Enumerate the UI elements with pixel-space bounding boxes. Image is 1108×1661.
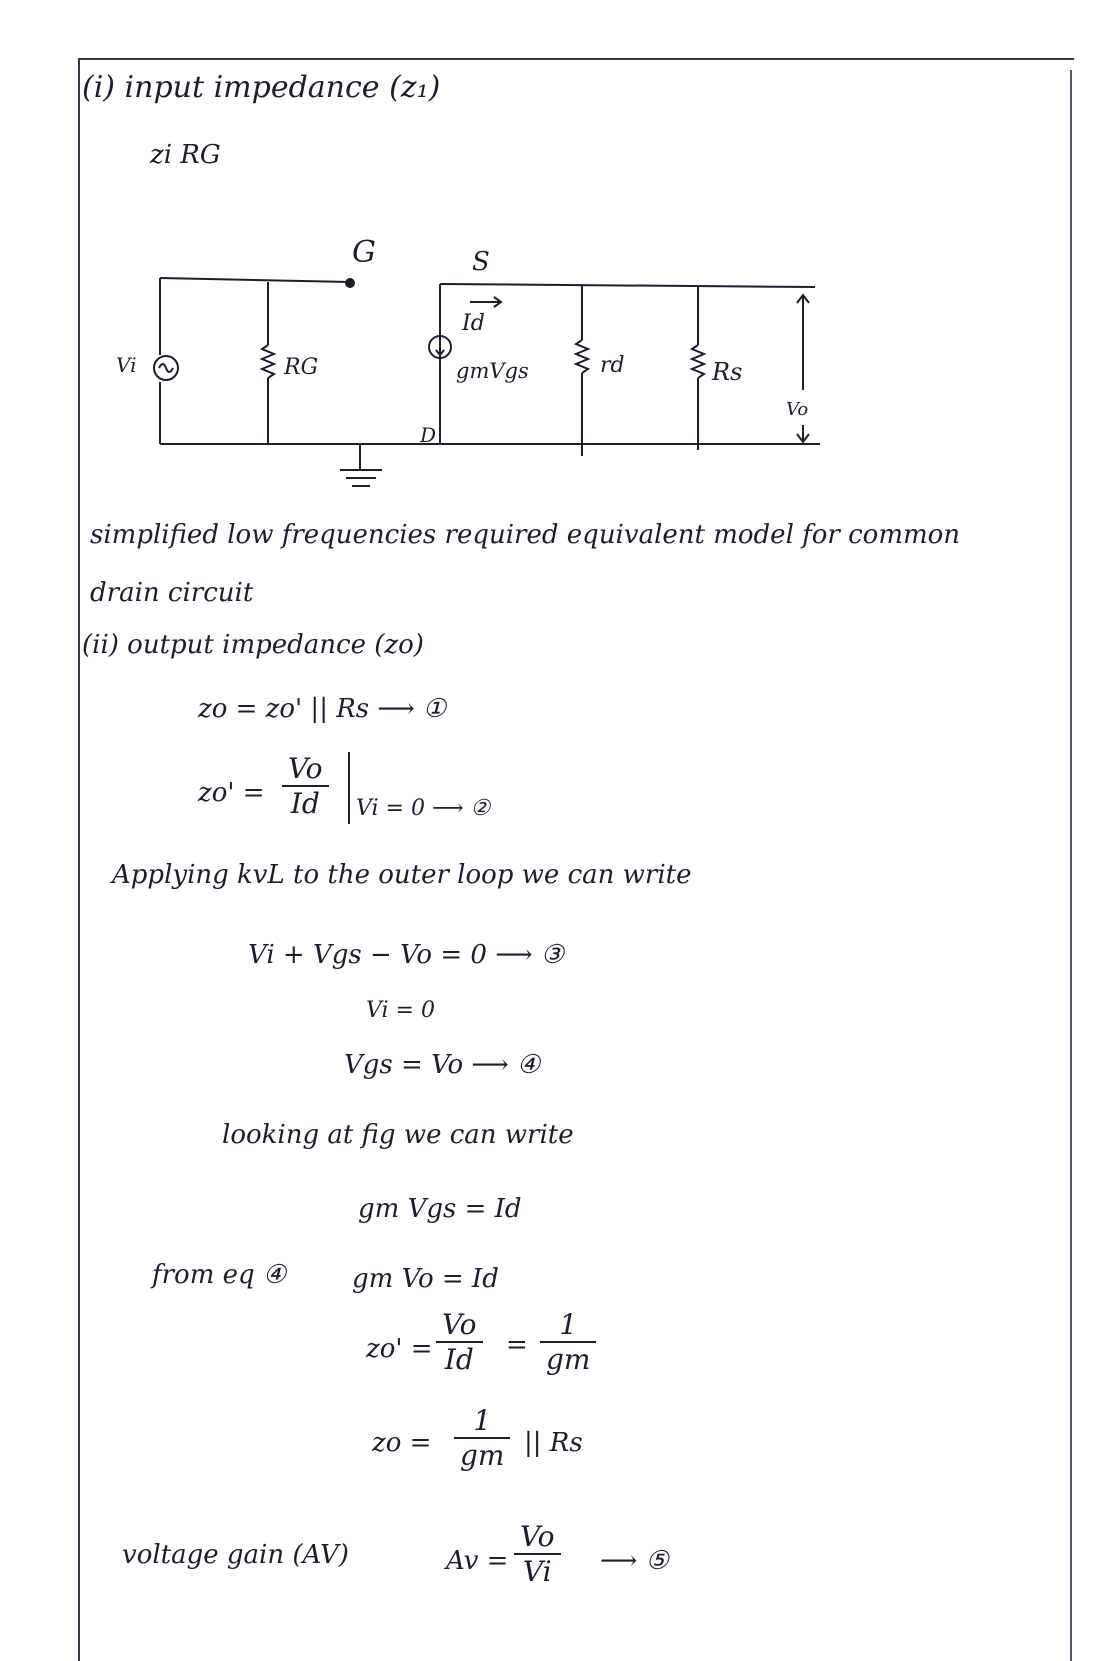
equation-5-numerator-1: Vo (436, 1308, 483, 1343)
ac-wave-icon (159, 364, 173, 372)
label-S: S (472, 247, 490, 277)
label-Rs: Rs (712, 358, 743, 386)
equation-5-lhs: zo' = (366, 1334, 433, 1364)
equation-1: zo = zo' || Rs ⟶ ① (198, 694, 447, 724)
label-D: D (420, 423, 437, 447)
voltage-gain-label: voltage gain (AV) (122, 1540, 349, 1570)
equation-5-denominator-2: gm (546, 1343, 591, 1376)
equation-gm-vo: gm Vo = Id (352, 1264, 499, 1294)
wire-top-right (440, 284, 815, 287)
gain-equation-ref: ⟶ ⑤ (600, 1546, 669, 1576)
equivalent-circuit-diagram (0, 0, 1108, 520)
gain-numerator: Vo (514, 1520, 561, 1555)
label-gmVgs: gmVgs (456, 359, 529, 383)
equation-3: Vi + Vgs − Vo = 0 ⟶ ③ (248, 940, 565, 970)
equation-2-fraction (282, 752, 329, 820)
gain-denominator: Vi (522, 1555, 552, 1588)
circuit-caption-line1: simplified low frequencies required equivalent model for common (90, 520, 961, 550)
from-equation-4: from eq ④ (152, 1260, 287, 1290)
equation-2-lhs: zo' = (198, 778, 265, 808)
label-Id: Id (462, 311, 485, 336)
rd-resistor-icon (576, 340, 588, 373)
label-RG: RG (284, 355, 319, 380)
equation-6-denominator: gm (460, 1439, 505, 1472)
equation-5-denominator-1: Id (444, 1343, 474, 1376)
label-Vi: Vi (116, 353, 137, 377)
circuit-caption-line2: drain circuit (90, 578, 254, 608)
rs-resistor-icon (692, 345, 704, 378)
label-Vo: Vo (786, 399, 809, 420)
rg-resistor-icon (262, 345, 274, 378)
kvl-statement: Applying kvL to the outer loop we can write (112, 860, 692, 890)
equation-2-denominator: Id (290, 787, 320, 820)
equation-5-equals: = (506, 1330, 528, 1360)
looking-statement: looking at fig we can write (222, 1120, 574, 1150)
gate-node (346, 279, 354, 287)
equation-6-fraction (454, 1404, 510, 1472)
heading-input-impedance: (i) input impedance (z₁) (82, 70, 441, 105)
gain-equation-lhs: Av = (446, 1546, 509, 1576)
equation-6-numerator: 1 (454, 1404, 510, 1439)
equation-5-fraction-1 (436, 1308, 483, 1376)
heading-output-impedance: (ii) output impedance (zo) (82, 630, 424, 660)
equation-6-lhs: zo = (372, 1428, 432, 1458)
equation-2-numerator: Vo (282, 752, 329, 787)
equation-5-fraction-2 (540, 1308, 596, 1376)
label-G: G (352, 235, 376, 270)
equation-5-numerator-2: 1 (540, 1308, 596, 1343)
vi-equals-zero: Vi = 0 (366, 998, 435, 1023)
gain-fraction (514, 1520, 561, 1588)
equation-2-condition: Vi = 0 ⟶ ② (356, 796, 491, 821)
wire-top-left (160, 278, 350, 282)
equation-6-rhs: || Rs (524, 1428, 583, 1458)
equation-4: Vgs = Vo ⟶ ④ (344, 1050, 541, 1080)
evaluation-bar (348, 752, 350, 824)
equation-gm-vgs: gm Vgs = Id (358, 1194, 522, 1224)
zi-equation: zi RG (150, 140, 221, 170)
label-rd: rd (600, 353, 625, 378)
